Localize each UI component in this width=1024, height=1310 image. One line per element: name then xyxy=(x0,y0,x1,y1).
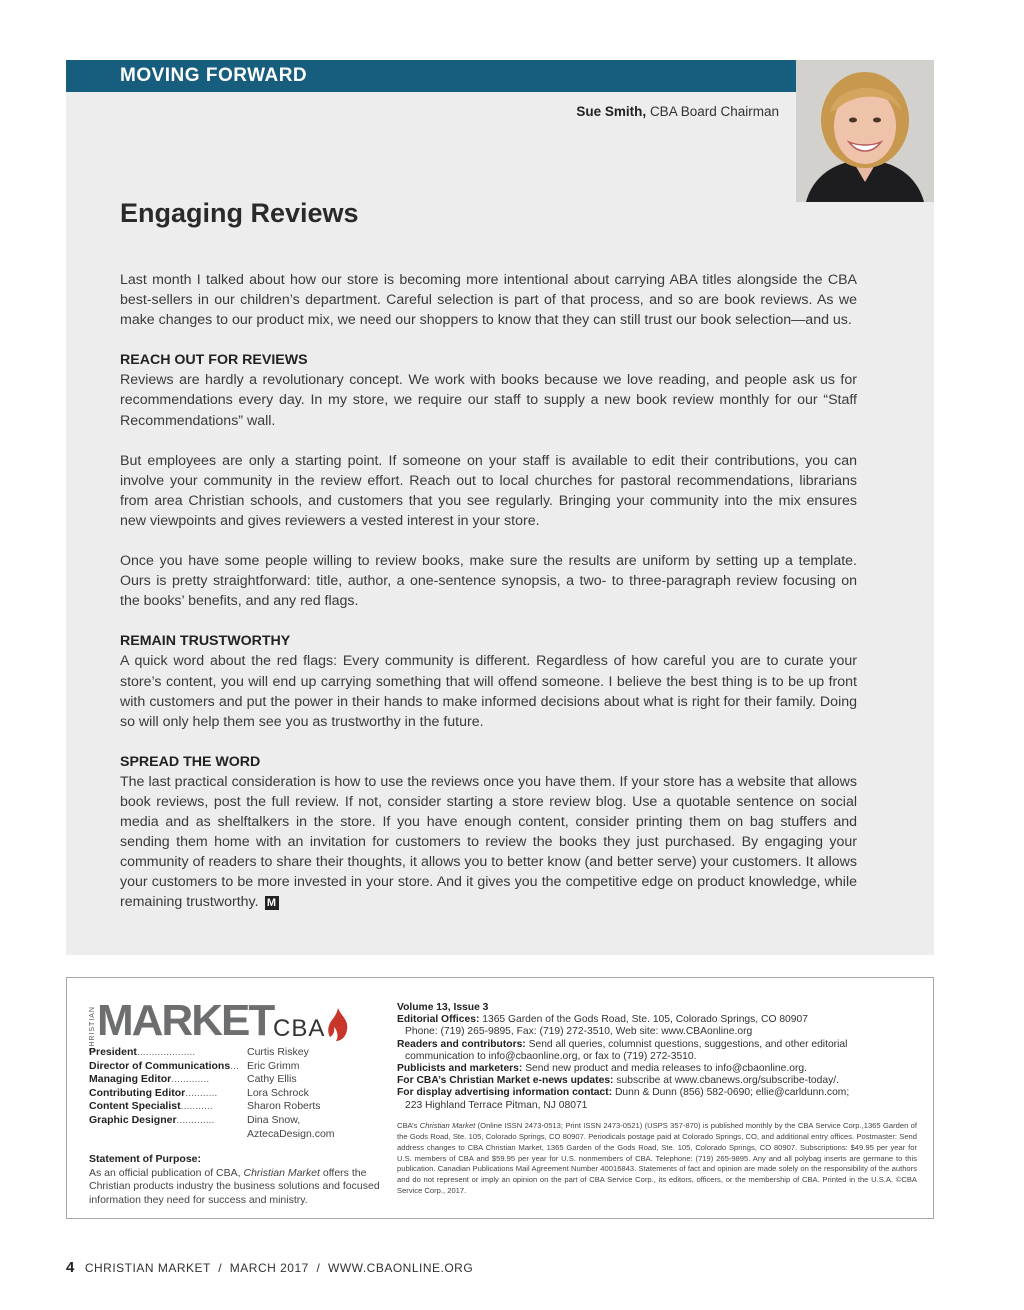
volume-issue: Volume 13, Issue 3 xyxy=(397,1002,489,1013)
staff-row xyxy=(89,1073,335,1087)
staff-name: Curtis Riskey xyxy=(247,1046,309,1058)
section-banner xyxy=(66,60,796,92)
author-portrait-image xyxy=(796,60,934,202)
info-text: Send all queries, columnist questions, suggestions, and other editorial xyxy=(525,1038,848,1050)
staff-name: Dina Snow, xyxy=(247,1113,301,1126)
leader-dots: .................... xyxy=(136,1046,196,1058)
staff-role: Content Specialist xyxy=(89,1100,181,1113)
info-text: subscribe at www.cbanews.org/subscribe-today/. xyxy=(613,1075,839,1087)
logo-market-text: MARKET xyxy=(97,996,274,1045)
staff-row xyxy=(89,1100,335,1114)
section-heading-spread-the-word: SPREAD THE WORD xyxy=(120,753,261,770)
section-title: MOVING FORWARD xyxy=(120,65,308,86)
leader-dots: ........... xyxy=(185,1086,218,1099)
staff-row xyxy=(89,1046,335,1060)
staff-name: Sharon Roberts xyxy=(247,1100,321,1113)
final-paragraph-text: The last practical consideration is how to use the reviews once you have them. If your store has a website that allows book reviews, post the full review. If not, consider starting a store review blog. Use a quotable sentence on social media and as shelftalkers in the store. If you have enough content, consider printing them on bag stuffers and sending them home with an invitation for customers to review the books they just purchased. By engaging your community of readers to share their thoughts, it allows you to better know (and better serve) your customers. It allows your customers to be more invested in your store. And it gives you the competitive edge on product knowledge, while remaining trustworthy. xyxy=(120,773,857,911)
flame-icon xyxy=(327,1008,349,1042)
body-paragraph: Reviews are hardly a revolutionary concept. We work with books because we love reading, and people ask us for recommendations every day. In my store, we require our staff to supply a new book review monthly for our “Staff Recommendations” wall. xyxy=(120,372,857,429)
fine-print-italic: Christian Market xyxy=(419,1120,476,1130)
purpose-text-italic: Christian Market xyxy=(243,1166,320,1179)
purpose-text-pre: As an official publication of CBA, xyxy=(89,1166,244,1179)
intro-paragraph: Last month I talked about how our store is becoming more intentional about carrying ABA titles alongside the CBA best-sellers in our children’s department. Careful selection is part of that process, and so are book reviews. As we make changes to our product mix, we need our shoppers to know that they can still trust our book selection—and us. xyxy=(120,272,857,329)
fine-print-pre: CBA’s xyxy=(397,1120,420,1130)
staff-role: Graphic Designer xyxy=(89,1113,177,1126)
info-text: Dunn & Dunn (856) 582-0690; ellie@carldunn.com; xyxy=(612,1087,850,1099)
fine-print-post: (Online ISSN 2473-0513; Print ISSN 2473-0521) (USPS 357-870) is published monthly by the CBA Service Corp.,1365 Garden of the Gods Road, Ste. 105, Colorado Springs, CO 80907. Periodicals postage paid at Colorado Springs, CO, and additional entry offices. Postmaster: Send address changes to CBA Christian Market, 1365 Garden of the Gods Road, Ste. 105, Colorado Springs, CO 80907. Subscriptions: $49.95 per year for U.S. members of CBA and $59.95 per year for U.S. nonmembers of CBA. Telephone: (719) 265-9895. Any and all polybag inserts are germane to this publication. Canadian Publications Mail Agreement Number 40016843. Statements of fact and opinion are made solely on the responsibility of the authors and do not represent or imply an opinion on the part of CBA Service Corp., its editors, officers, or the membership of CBA. Printed in the U.S.A. ©CBA Service Corp., 2017. xyxy=(397,1120,917,1196)
staff-name: Eric Grimm xyxy=(247,1059,300,1072)
staff-list xyxy=(89,1046,335,1141)
body-paragraph: A quick word about the red flags: Every community is different. Regardless of how careful you are to curate your store’s content, you will end up carrying something that will offend someone. I believe the best thing is to be up front with customers and put the power in their hands to make informed decisions about what is right for their family. Doing so will only help them see you as trustworthy in the future. xyxy=(120,653,857,730)
statement-of-purpose xyxy=(89,1153,381,1207)
body-paragraph-final xyxy=(120,772,857,913)
logo-small-text: CHRISTIAN xyxy=(89,1006,96,1053)
info-text: communication to info@cbaonline.org, or fax to (719) 272-3510. xyxy=(405,1050,697,1062)
publication-info xyxy=(397,1002,917,1197)
logo-cba-text: CBA xyxy=(273,1015,326,1042)
article-body xyxy=(120,270,857,933)
staff-row xyxy=(89,1060,335,1074)
leader-dots: ........... xyxy=(180,1100,213,1113)
info-label: Publicists and marketers: xyxy=(397,1063,523,1075)
end-mark-icon: M xyxy=(265,896,279,910)
byline xyxy=(576,104,779,119)
staff-row xyxy=(89,1128,335,1142)
leader-dots: ............. xyxy=(171,1073,210,1086)
info-label: Editorial Offices: xyxy=(397,1014,480,1026)
footer-text: CHRISTIAN MARKET / MARCH 2017 / WWW.CBAONLINE.ORG xyxy=(84,1261,474,1275)
body-paragraph: Once you have some people willing to review books, make sure the results are uniform by setting up a template. Ours is pretty straightforward: title, author, a one-sentence synopsis, a two- to three-paragraph review focusing on the books’ benefits, and any red flags. xyxy=(120,553,857,610)
purpose-label: Statement of Purpose: xyxy=(89,1153,202,1165)
fine-print xyxy=(397,1121,917,1197)
section-heading-remain-trustworthy: REMAIN TRUSTWORTHY xyxy=(120,633,291,650)
section-heading-reach-out: REACH OUT FOR REVIEWS xyxy=(120,352,308,369)
staff-row xyxy=(89,1114,335,1128)
leader-dots: ............. xyxy=(176,1113,215,1126)
info-text: 223 Highland Terrace Pitman, NJ 08071 xyxy=(405,1099,588,1111)
author-name: Sue Smith, xyxy=(576,104,647,119)
info-label: For display advertising information contact: xyxy=(397,1087,613,1099)
info-text: Send new product and media releases to info@cbaonline.org. xyxy=(522,1063,807,1075)
info-label: For CBA’s Christian Market e-news updates: xyxy=(397,1075,614,1087)
staff-row xyxy=(89,1087,335,1101)
staff-name: Lora Schrock xyxy=(247,1086,309,1099)
staff-role: Director of Communications xyxy=(89,1059,231,1072)
page-number: 4 xyxy=(66,1259,75,1276)
staff-role: Contributing Editor xyxy=(89,1086,186,1099)
page-footer xyxy=(66,1259,473,1276)
author-title: CBA Board Chairman xyxy=(649,104,779,119)
staff-name: Cathy Ellis xyxy=(247,1073,297,1086)
purpose-text-post: offers the Christian products industry the business solutions and focused information they need for success and ministry. xyxy=(89,1166,380,1206)
body-paragraph: But employees are only a starting point. If someone on your staff is available to edit their contributions, you can involve your community in the review effort. Reach out to local churches for pastoral recommendations, librarians from area Christian schools, and customers that you see regularly. Bringing your community into the mix ensures new viewpoints and gives reviewers a vested interest in your store. xyxy=(120,452,857,529)
article-title: Engaging Reviews xyxy=(120,198,359,228)
staff-role: President xyxy=(89,1046,137,1058)
leader-dots: ... xyxy=(230,1059,239,1072)
info-text: 1365 Garden of the Gods Road, Ste. 105, Colorado Springs, CO 80907 xyxy=(479,1014,808,1026)
author-photo xyxy=(796,60,934,202)
info-label: Readers and contributors: xyxy=(397,1038,526,1050)
staff-website: AztecaDesign.com xyxy=(247,1127,335,1140)
info-text: Phone: (719) 265-9895, Fax: (719) 272-3510, Web site: www.CBAonline.org xyxy=(405,1026,753,1038)
staff-role: Managing Editor xyxy=(89,1073,172,1086)
masthead-box xyxy=(66,977,934,1219)
